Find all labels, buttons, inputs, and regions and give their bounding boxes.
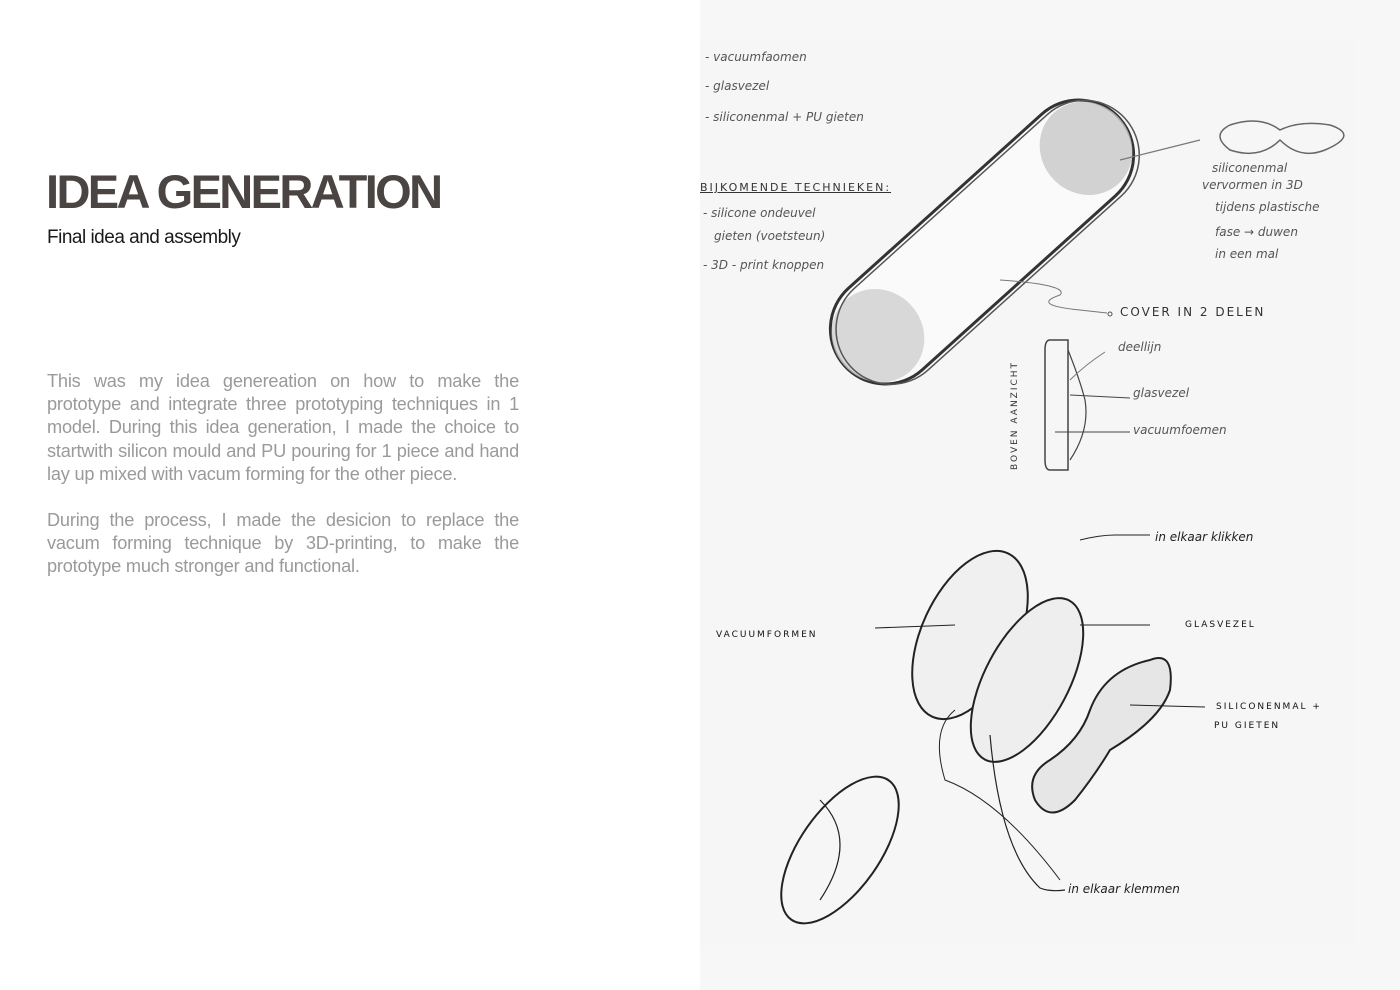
sketch-note-silicone: - siliconenmal + PU gieten <box>705 110 864 124</box>
assembly-glass-label: GLASVEZEL <box>1185 620 1256 630</box>
assembly-click-label: in elkaar klikken <box>1155 530 1254 544</box>
callout-parting-line: deellijn <box>1118 340 1162 354</box>
mould-note-2: vervormen in 3D <box>1202 178 1303 192</box>
page-subtitle: Final idea and assembly <box>47 227 241 248</box>
mould-note-4: fase → duwen <box>1215 225 1298 239</box>
sketch-note-glass: - glasvezel <box>705 79 770 93</box>
mould-note-1: siliconenmal <box>1212 161 1288 175</box>
top-view-label: BOVEN AANZICHT <box>1010 360 1020 470</box>
sketch-extra-item-3: - 3D - print knoppen <box>703 258 825 272</box>
sketch-extra-heading: BIJKOMENDE TECHNIEKEN: <box>700 181 892 194</box>
body-paragraph-2: During the process, I made the desicion to replace the vacum forming technique by 3D-printing, to make the prototype much stronger and functional. <box>47 510 519 577</box>
callout-glass: glasvezel <box>1133 386 1190 400</box>
assembly-silicone-label-2: PU GIETEN <box>1214 721 1281 731</box>
assembly-silicone-label-1: SILICONENMAL + <box>1216 702 1322 712</box>
mould-note-5: in een mal <box>1215 247 1279 261</box>
page-title: IDEA GENERATION <box>46 165 441 218</box>
assembly-vacuum-label: VACUUMFORMEN <box>716 630 818 640</box>
assembly-clamp-label: in elkaar klemmen <box>1068 882 1180 896</box>
sketch-page <box>700 0 1400 990</box>
cover-label: COVER IN 2 DELEN <box>1120 305 1266 319</box>
sketch-note-vacuum: - vacuumfaomen <box>705 50 807 64</box>
sketch-drawing <box>700 0 1400 990</box>
sketch-extra-item-2: gieten (voetsteun) <box>714 229 826 243</box>
sketch-extra-item-1: - silicone ondeuvel <box>703 206 816 220</box>
mould-note-3: tijdens plastische <box>1215 200 1320 214</box>
callout-vacuum: vacuumfoemen <box>1133 423 1227 437</box>
body-paragraph-1: This was my idea genereation on how to make the prototype and integrate three prototyping techniques in 1 model. During this idea generation, I made the choice to startwith silicon mould and PU pouring for 1 piece and hand lay up mixed with vacum forming for the other piece. <box>47 371 519 484</box>
